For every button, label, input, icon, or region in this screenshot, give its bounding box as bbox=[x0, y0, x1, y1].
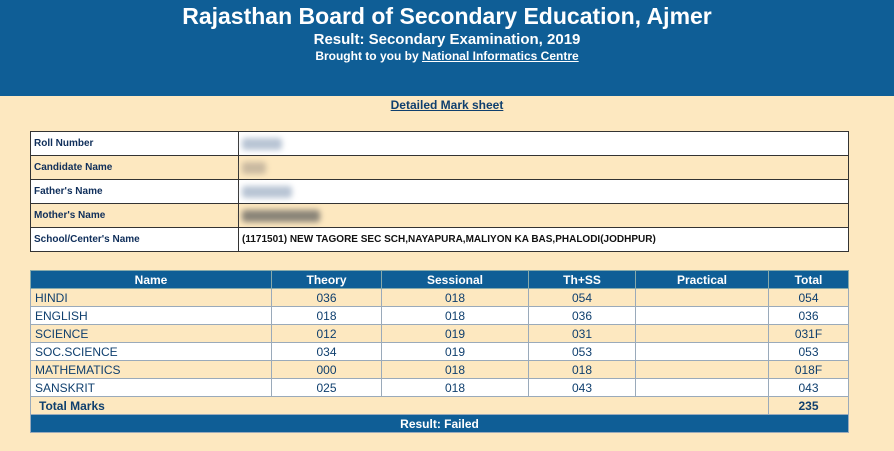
total-cell: 036 bbox=[769, 307, 849, 325]
redacted-mother bbox=[242, 210, 320, 222]
page-header bbox=[0, 0, 894, 96]
result-status: Result: Failed bbox=[31, 415, 849, 433]
thss-cell: 053 bbox=[529, 343, 636, 361]
thss-cell: 043 bbox=[529, 379, 636, 397]
col-theory: Theory bbox=[272, 271, 382, 289]
board-title: Rajasthan Board of Secondary Education, Ajmer bbox=[182, 3, 712, 29]
table-row bbox=[31, 343, 849, 361]
table-row bbox=[31, 361, 849, 379]
info-row-mother bbox=[31, 204, 849, 228]
sessional-cell: 019 bbox=[382, 325, 529, 343]
theory-cell: 025 bbox=[272, 379, 382, 397]
total-marks-row bbox=[31, 397, 849, 415]
col-name: Name bbox=[31, 271, 272, 289]
theory-cell: 034 bbox=[272, 343, 382, 361]
candidate-name-label: Candidate Name bbox=[31, 156, 239, 180]
redacted-name bbox=[242, 162, 266, 174]
result-row bbox=[31, 415, 849, 433]
table-row bbox=[31, 379, 849, 397]
father-name-label: Father's Name bbox=[31, 180, 239, 204]
thss-cell: 036 bbox=[529, 307, 636, 325]
theory-cell: 012 bbox=[272, 325, 382, 343]
redacted-father bbox=[242, 186, 292, 198]
sheet-title: Detailed Mark sheet bbox=[390, 98, 504, 112]
candidate-info-table bbox=[30, 131, 849, 252]
theory-cell: 018 bbox=[272, 307, 382, 325]
table-row bbox=[31, 325, 849, 343]
sessional-cell: 018 bbox=[382, 289, 529, 307]
candidate-name-value bbox=[239, 156, 849, 180]
sessional-cell: 018 bbox=[382, 307, 529, 325]
subject-name: HINDI bbox=[31, 289, 272, 307]
school-label: School/Center's Name bbox=[31, 228, 239, 252]
sessional-cell: 018 bbox=[382, 379, 529, 397]
roll-label: Roll Number bbox=[31, 132, 239, 156]
practical-cell bbox=[636, 307, 769, 325]
roll-value bbox=[239, 132, 849, 156]
total-marks-label: Total Marks bbox=[31, 397, 769, 415]
theory-cell: 036 bbox=[272, 289, 382, 307]
thss-cell: 054 bbox=[529, 289, 636, 307]
credit-prefix: Brought to you by bbox=[315, 49, 422, 63]
total-cell: 031F bbox=[769, 325, 849, 343]
practical-cell bbox=[636, 325, 769, 343]
father-name-value bbox=[239, 180, 849, 204]
exam-subtitle: Result: Secondary Examination, 2019 bbox=[313, 31, 581, 48]
practical-cell bbox=[636, 361, 769, 379]
sessional-cell: 019 bbox=[382, 343, 529, 361]
total-cell: 018F bbox=[769, 361, 849, 379]
subject-name: SOC.SCIENCE bbox=[31, 343, 272, 361]
subject-name: SANSKRIT bbox=[31, 379, 272, 397]
practical-cell bbox=[636, 379, 769, 397]
subject-name: ENGLISH bbox=[31, 307, 272, 325]
col-total: Total bbox=[769, 271, 849, 289]
school-value: (1171501) NEW TAGORE SEC SCH,NAYAPURA,MALIYON KA BAS,PHALODI(JODHPUR) bbox=[239, 228, 849, 252]
col-thss: Th+SS bbox=[529, 271, 636, 289]
info-row-roll bbox=[31, 132, 849, 156]
subject-name: MATHEMATICS bbox=[31, 361, 272, 379]
redacted-roll bbox=[242, 138, 282, 150]
mother-name-label: Mother's Name bbox=[31, 204, 239, 228]
info-row-name bbox=[31, 156, 849, 180]
table-row bbox=[31, 307, 849, 325]
info-row-father bbox=[31, 180, 849, 204]
total-marks-value: 235 bbox=[769, 397, 849, 415]
total-cell: 053 bbox=[769, 343, 849, 361]
total-cell: 043 bbox=[769, 379, 849, 397]
table-row bbox=[31, 289, 849, 307]
practical-cell bbox=[636, 289, 769, 307]
thss-cell: 018 bbox=[529, 361, 636, 379]
info-row-school bbox=[31, 228, 849, 252]
sheet-title-wrap bbox=[0, 98, 894, 112]
credit-line bbox=[0, 49, 894, 63]
marks-header-row bbox=[31, 271, 849, 289]
mother-name-value bbox=[239, 204, 849, 228]
theory-cell: 000 bbox=[272, 361, 382, 379]
thss-cell: 031 bbox=[529, 325, 636, 343]
sessional-cell: 018 bbox=[382, 361, 529, 379]
col-practical: Practical bbox=[636, 271, 769, 289]
practical-cell bbox=[636, 343, 769, 361]
subject-name: SCIENCE bbox=[31, 325, 272, 343]
col-sessional: Sessional bbox=[382, 271, 529, 289]
total-cell: 054 bbox=[769, 289, 849, 307]
marks-table bbox=[30, 270, 849, 433]
nic-link[interactable]: National Informatics Centre bbox=[421, 49, 579, 63]
